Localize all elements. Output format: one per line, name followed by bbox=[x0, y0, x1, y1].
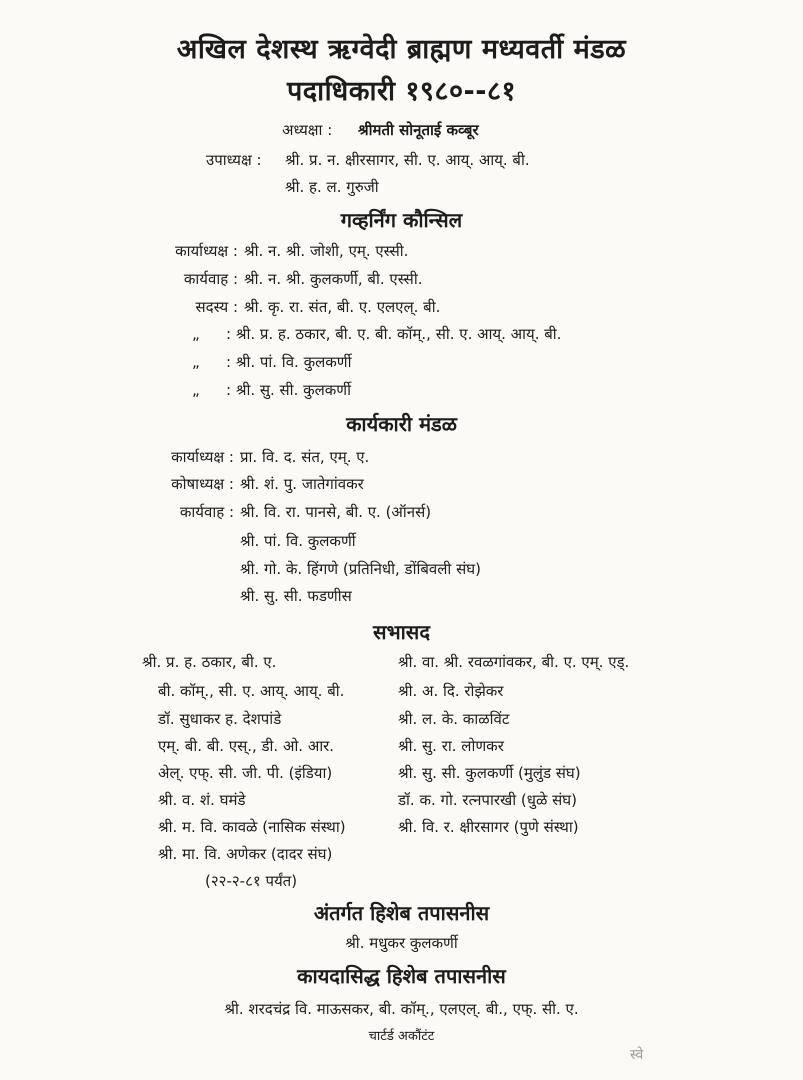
member-right: श्री. वा. श्री. रवळगांवकर, बी. ए. एम्. एड्. bbox=[398, 653, 630, 671]
margin-handwritten-mark: स्वे bbox=[630, 1047, 644, 1063]
governing-entry: श्री. कृ. रा. संत, बी. ए. एलएल्. बी. bbox=[244, 298, 441, 316]
governing-entry: : श्री. प्र. ह. ठकार, बी. ए. बी. कॉम्., सी. ए. आय्. आय्. बी. bbox=[226, 325, 562, 343]
member-right: श्री. अ. दि. रोझेकर bbox=[398, 682, 504, 700]
member-left: श्री. म. वि. कावळे (नासिक संस्था) bbox=[158, 818, 346, 836]
president-label: अध्यक्षा : bbox=[282, 121, 333, 139]
ditto-mark: „ bbox=[192, 381, 200, 399]
ditto-mark: „ bbox=[192, 325, 200, 343]
member-right: श्री. सु. सी. कुलकर्णी (मुलुंड संघ) bbox=[398, 764, 581, 782]
governing-label: कार्यवाह : bbox=[183, 270, 238, 288]
executive-entry: श्री. गो. के. हिंगणे (प्रतिनिधी, डोंबिवली संघ) bbox=[240, 560, 481, 578]
governing-label: कार्याध्यक्ष : bbox=[175, 242, 238, 260]
executive-entry: श्री. पां. वि. कुलकर्णी bbox=[240, 532, 356, 550]
governing-entry: : श्री. सु. सी. कुलकर्णी bbox=[226, 381, 352, 399]
members-heading: सभासद bbox=[373, 620, 430, 644]
member-right: डॉ. क. गो. रत्नपारखी (धुळे संघ) bbox=[398, 791, 577, 809]
member-left: श्री. प्र. ह. ठकार, बी. ए. bbox=[142, 653, 277, 671]
member-left: श्री. व. शं. घमंडे bbox=[158, 791, 246, 809]
vp-2: श्री. ह. ल. गुरुजी bbox=[285, 178, 379, 196]
executive-label: कार्यवाह : bbox=[179, 503, 234, 521]
executive-label: कोषाध्यक्ष : bbox=[171, 475, 234, 493]
governing-label: सदस्य : bbox=[195, 298, 238, 316]
internal-auditor-name: श्री. मधुकर कुलकर्णी bbox=[345, 934, 458, 952]
member-right: श्री. ल. के. काळविंट bbox=[398, 710, 510, 728]
vp-1: श्री. प्र. न. क्षीरसागर, सी. ए. आय्. आय्. बी. bbox=[285, 151, 530, 169]
ditto-mark: „ bbox=[192, 353, 200, 371]
member-left-note: (२२-२-८१ पर्यंत) bbox=[205, 872, 298, 890]
executive-heading: कार्यकारी मंडळ bbox=[346, 412, 457, 436]
member-left: श्री. मा. वि. अणेकर (दादर संघ) bbox=[158, 845, 333, 863]
org-title: अखिल देशस्थ ऋग्वेदी ब्राह्मण मध्यवर्ती मंडळ bbox=[176, 34, 627, 65]
statutory-auditor-name: श्री. शरदचंद्र वि. माऊसकर, बी. कॉम्., एलएल्. बी., एफ्. सी. ए. bbox=[224, 1000, 579, 1018]
governing-entry: : श्री. पां. वि. कुलकर्णी bbox=[226, 353, 352, 371]
member-left: एम्. बी. बी. एस्., डी. ओ. आर. bbox=[158, 737, 335, 755]
member-right: श्री. वि. र. क्षीरसागर (पुणे संस्था) bbox=[398, 818, 579, 836]
executive-label: कार्याध्यक्ष : bbox=[171, 448, 234, 466]
president-name: श्रीमती सोनूताई कव्बूर bbox=[358, 121, 479, 139]
member-left: डॉ. सुधाकर ह. देशपांडे bbox=[158, 710, 282, 728]
statutory-auditor-title: चार्टर्ड अकौंटंट bbox=[368, 1029, 435, 1044]
executive-entry: श्री. शं. पु. जातेगांवकर bbox=[240, 475, 364, 493]
member-left: अेल्. एफ्. सी. जी. पी. (इंडिया) bbox=[158, 764, 333, 782]
governing-heading: गव्हर्निंग कौन्सिल bbox=[340, 208, 463, 232]
member-left: बी. कॉम्., सी. ए. आय्. आय्. बी. bbox=[158, 682, 345, 700]
vp-label: उपाध्यक्ष : bbox=[206, 151, 262, 169]
statutory-auditor-heading: कायदासिद्ध हिशेब तपासनीस bbox=[297, 964, 506, 988]
governing-entry: श्री. न. श्री. कुलकर्णी, बी. एस्सी. bbox=[244, 270, 423, 288]
executive-entry: श्री. सु. सी. फडणीस bbox=[240, 587, 352, 605]
member-right: श्री. सु. रा. लोणकर bbox=[398, 737, 504, 755]
executive-entry: श्री. वि. रा. पानसे, बी. ए. (ऑनर्स) bbox=[240, 503, 432, 521]
governing-entry: श्री. न. श्री. जोशी, एम्. एस्सी. bbox=[244, 242, 409, 260]
page-subtitle: पदाधिकारी १९८०--८१ bbox=[286, 76, 517, 107]
executive-entry: प्रा. वि. द. संत, एम्. ए. bbox=[240, 448, 370, 466]
internal-auditor-heading: अंतर्गत हिशेब तपासनीस bbox=[313, 901, 490, 925]
